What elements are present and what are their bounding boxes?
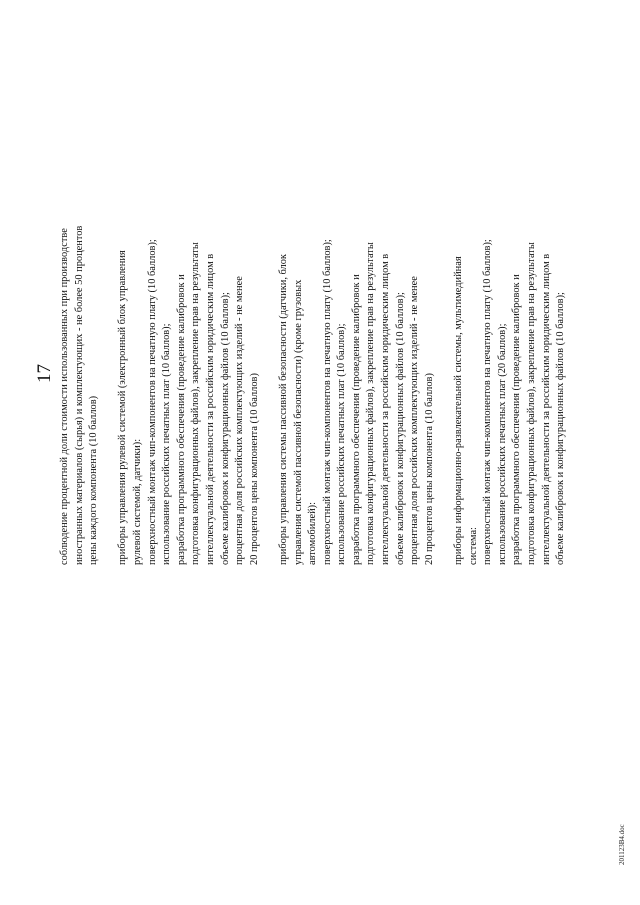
paragraph-origin-materials	[58, 25, 102, 565]
text-line: поверхностный монтаж чип-компонентов на печатную плату (10 баллов);	[146, 239, 158, 565]
text-line: подготовка конфигурационных файлов), закрепление прав на результаты	[526, 242, 537, 565]
text-line: 20 процентов цены компонента (10 баллов)	[423, 373, 435, 565]
text-line: приборы управления рулевой системой (электронный блок управления	[117, 250, 129, 565]
text-line: поверхностный монтаж чип-компонентов на печатную плату (10 баллов);	[482, 239, 494, 565]
text-line: процентная доля российских комплектующих изделий - не менее	[234, 276, 246, 565]
text-line: объеме калибровок и конфигурационных файлов (10 баллов);	[219, 292, 231, 565]
text-line: приборы информационно-развлекательной системы, мультимедийная	[453, 256, 465, 565]
text-line: интеллектуальной деятельности за российским юридическим лицом в	[540, 253, 552, 565]
text-line: 20 процентов цены компонента (10 баллов)	[248, 373, 260, 565]
text-line: соблюдение процентной доли стоимости использованных при производстве	[59, 228, 70, 565]
paragraph-passive-safety	[277, 25, 438, 565]
text-line: разработка программного обеспечения (проведение калибровок и	[175, 274, 187, 565]
text-line: система:	[467, 527, 479, 565]
text-line: использование российских печатных плат (10 баллов);	[161, 323, 173, 565]
text-line: цены каждого компонента (10 баллов)	[88, 395, 100, 565]
paragraph-infotainment	[452, 25, 569, 565]
text-line: объеме калибровок и конфигурационных файлов (10 баллов);	[555, 292, 567, 565]
text-line: иностранных материалов (сырья) и комплектующих - не более 50 процентов	[73, 225, 85, 565]
text-line: автомобилей):	[307, 502, 319, 565]
text-line: подготовка конфигурационных файлов), закрепление прав на результаты	[365, 242, 377, 565]
paragraph-steering-control	[116, 25, 262, 565]
text-line: рулевой системой, датчики):	[131, 438, 143, 565]
text-line: подготовка конфигурационных файлов), закрепление прав на результаты	[190, 242, 202, 565]
text-line: использование российских печатных плат (10 баллов);	[336, 323, 348, 565]
page-number: 17	[34, 364, 55, 383]
text-line: процентная доля российских комплектующих изделий - не менее	[409, 276, 421, 565]
text-line: интеллектуальной деятельности за российским юридическим лицом в	[204, 253, 216, 565]
text-line: разработка программного обеспечения (проведение калибровок и	[350, 274, 362, 565]
text-line: разработка программного обеспечения (проведение калибровок и	[511, 274, 523, 565]
footer-filename: 201123B4.doc	[618, 824, 626, 865]
text-line: поверхностный монтаж чип-компонентов на печатную плату (10 баллов);	[321, 239, 333, 565]
text-line: интеллектуальной деятельности за российским юридическим лицом в	[380, 253, 392, 565]
text-line: приборы управления системы пассивной безопасности (датчики, блок	[277, 254, 289, 565]
text-line: использование российских печатных плат (20 баллов);	[496, 323, 508, 565]
document-body	[58, 25, 569, 565]
text-line: объеме калибровок и конфигурационных файлов (10 баллов);	[394, 292, 406, 565]
text-line: управления системой пассивной безопасности) (кроме грузовых	[292, 279, 304, 565]
